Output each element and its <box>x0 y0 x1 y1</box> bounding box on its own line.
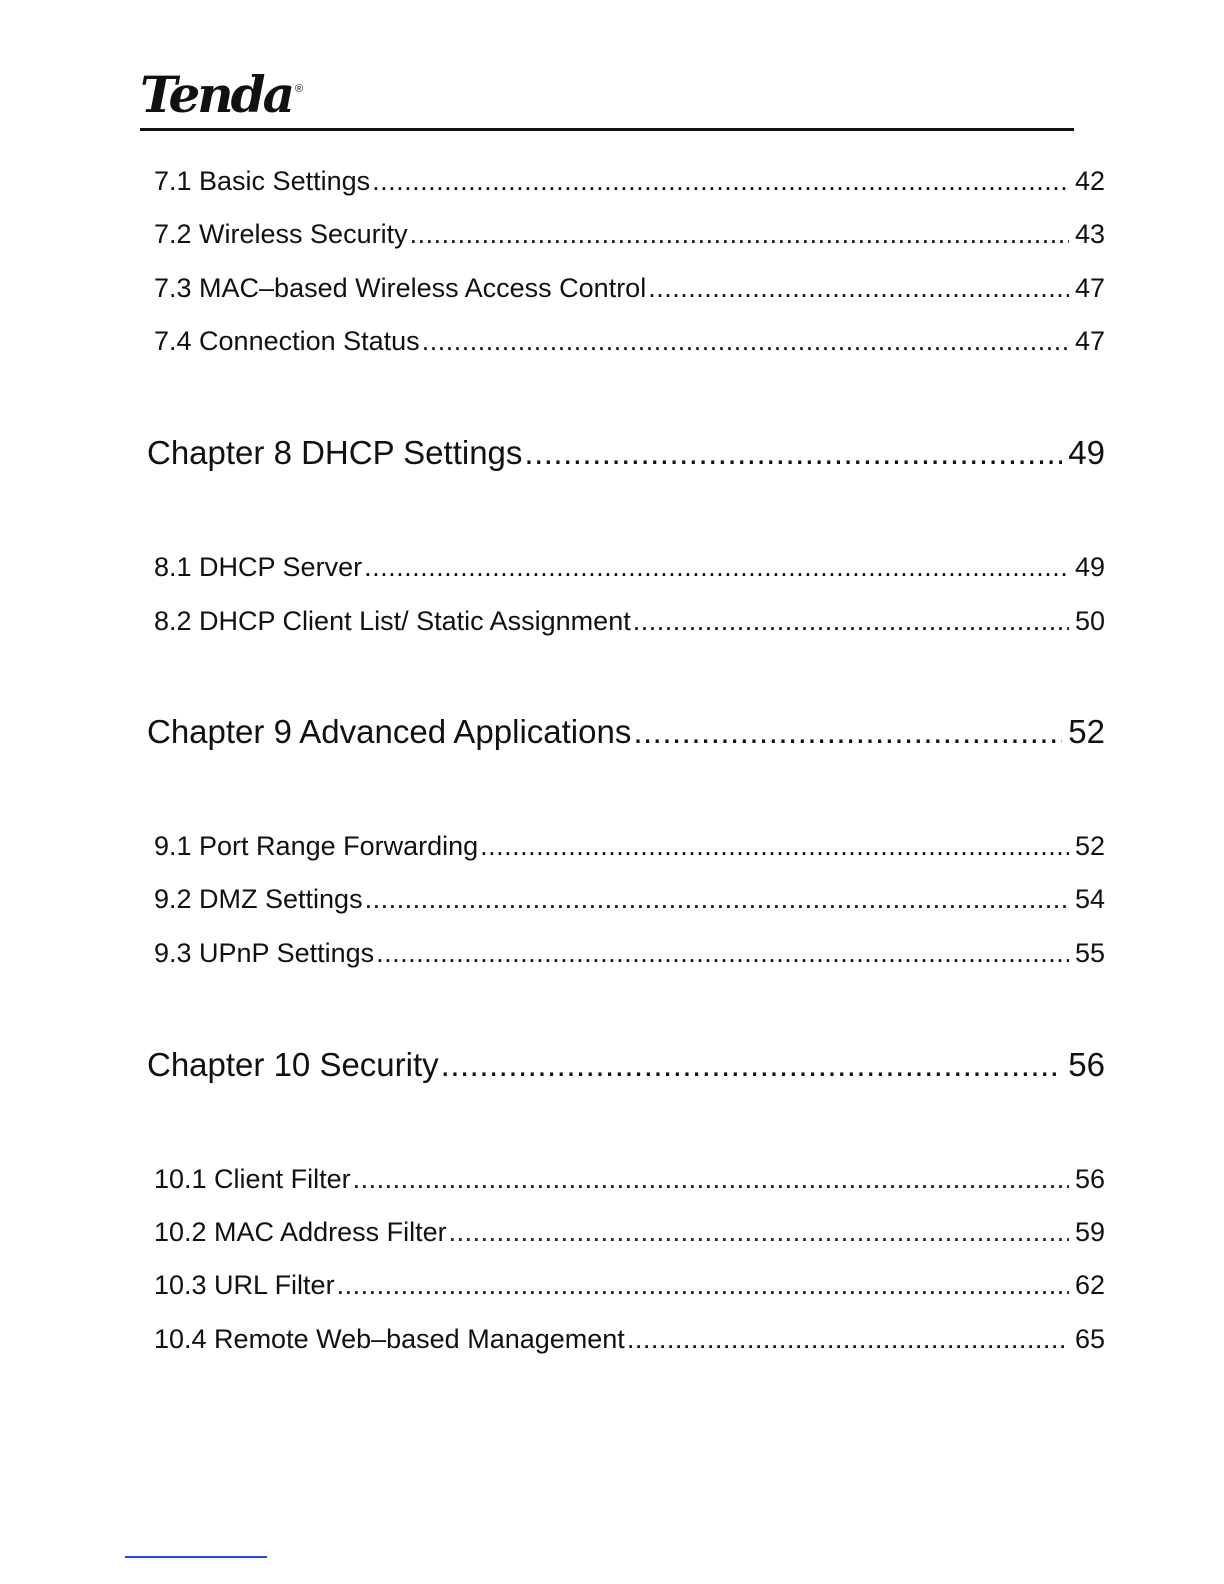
toc-entry-10-2[interactable] <box>154 1217 1105 1248</box>
dot-leader <box>449 1217 1069 1248</box>
toc-entry-10-1[interactable] <box>154 1164 1105 1195</box>
toc-page-number: 54 <box>1074 884 1105 914</box>
toc-chapter-label: Chapter 10 Security <box>147 1046 439 1083</box>
toc-page-number: 65 <box>1074 1324 1105 1354</box>
toc-entry-label: 8.2 DHCP Client List/ Static Assignment <box>154 606 631 636</box>
toc-page-number: 56 <box>1074 1164 1105 1194</box>
toc-page-number: 47 <box>1074 326 1105 356</box>
dot-leader <box>633 713 1062 751</box>
toc-page-number: 56 <box>1068 1046 1105 1083</box>
toc-entry-label: 9.3 UPnP Settings <box>154 938 375 968</box>
toc-entry-label: 7.3 MAC–based Wireless Access Control <box>154 273 647 303</box>
toc-page-number: 49 <box>1074 552 1105 582</box>
toc-entry-9-1[interactable] <box>154 831 1105 862</box>
toc-chapter-8[interactable] <box>147 434 1105 472</box>
dot-leader <box>441 1046 1063 1084</box>
toc-entry-label: 9.1 Port Range Forwarding <box>154 831 479 861</box>
toc-entry-7-2[interactable] <box>154 219 1105 250</box>
toc-page-number: 49 <box>1068 434 1105 471</box>
toc-chapter-label: Chapter 9 Advanced Applications <box>147 713 632 750</box>
toc-entry-label: 7.2 Wireless Security <box>154 219 408 249</box>
dot-leader <box>627 1324 1069 1355</box>
toc-page-number: 50 <box>1074 606 1105 636</box>
toc-entry-label: 8.1 DHCP Server <box>154 552 363 582</box>
toc-entry-label: 10.4 Remote Web–based Management <box>154 1324 625 1354</box>
toc-entry-label: 9.2 DMZ Settings <box>154 884 363 914</box>
dot-leader <box>376 938 1069 969</box>
toc-page-number: 43 <box>1074 219 1105 249</box>
dot-leader <box>633 606 1069 637</box>
toc-entry-7-1[interactable] <box>154 166 1105 197</box>
toc-chapter-9[interactable] <box>147 713 1105 751</box>
toc-entry-8-1[interactable] <box>154 552 1105 583</box>
dot-leader <box>648 273 1069 304</box>
toc-entry-9-2[interactable] <box>154 884 1105 915</box>
toc-entry-label: 10.2 MAC Address Filter <box>154 1217 447 1247</box>
toc-page-number: 47 <box>1074 273 1105 303</box>
dot-leader <box>410 219 1069 250</box>
dot-leader <box>480 831 1069 862</box>
toc-page-number: 62 <box>1074 1270 1105 1300</box>
dot-leader <box>337 1270 1069 1301</box>
toc-entry-10-4[interactable] <box>154 1324 1105 1355</box>
toc-entry-label: 10.3 URL Filter <box>154 1270 335 1300</box>
toc-page-number: 52 <box>1068 713 1105 750</box>
dot-leader <box>364 552 1069 583</box>
dot-leader <box>422 326 1069 357</box>
dot-leader <box>365 884 1069 915</box>
toc-chapter-10[interactable] <box>147 1046 1105 1084</box>
toc-entry-label: 7.4 Connection Status <box>154 326 420 356</box>
logo-text: Tenda <box>140 65 292 124</box>
toc-entry-10-3[interactable] <box>154 1270 1105 1301</box>
dot-leader <box>524 434 1062 472</box>
toc-entry-8-2[interactable] <box>154 606 1105 637</box>
dot-leader <box>372 166 1069 197</box>
toc-page-number: 52 <box>1074 831 1105 861</box>
footer-link-underline <box>125 1556 267 1558</box>
header-rule <box>140 128 1074 131</box>
registered-mark: ® <box>295 83 304 95</box>
tenda-logo <box>140 65 304 124</box>
toc-page-number: 42 <box>1074 166 1105 196</box>
toc-entry-7-4[interactable] <box>154 326 1105 357</box>
toc-entry-9-3[interactable] <box>154 938 1105 969</box>
toc-page-number: 59 <box>1074 1217 1105 1247</box>
toc-entry-label: 7.1 Basic Settings <box>154 166 371 196</box>
toc-chapter-label: Chapter 8 DHCP Settings <box>147 434 523 471</box>
toc-entry-label: 10.1 Client Filter <box>154 1164 351 1194</box>
toc-entry-7-3[interactable] <box>154 273 1105 304</box>
toc-page-number: 55 <box>1074 938 1105 968</box>
dot-leader <box>353 1164 1069 1195</box>
